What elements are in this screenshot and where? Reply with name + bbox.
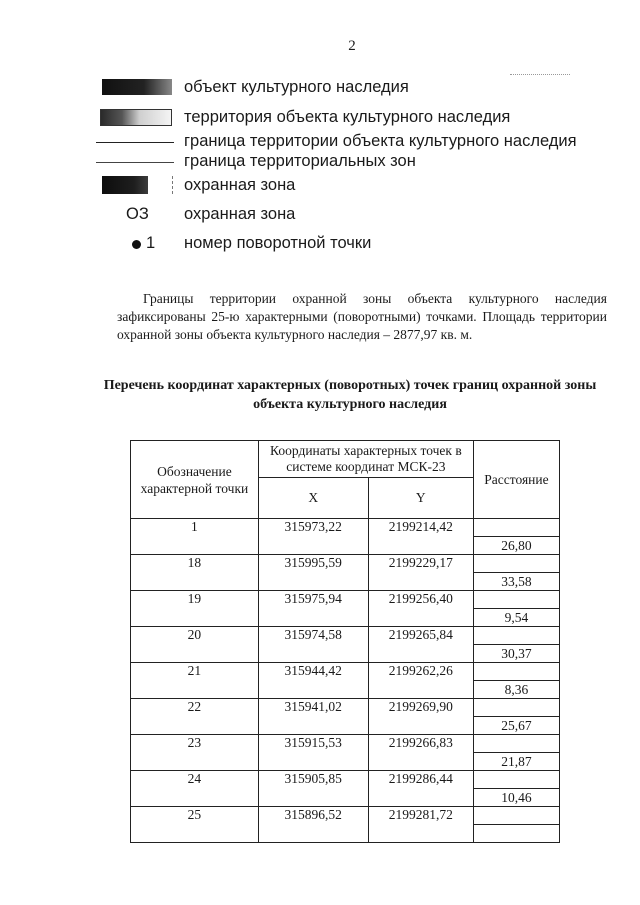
cell-point: 22 bbox=[131, 699, 259, 735]
cell-distance: 9,54 bbox=[473, 609, 559, 627]
header-x: X bbox=[258, 478, 368, 519]
legend-label: охранная зона bbox=[184, 176, 296, 194]
cell-distance: 21,87 bbox=[473, 753, 559, 771]
cell-y: 2199256,40 bbox=[368, 591, 473, 627]
table-heading: Перечень координат характерных (поворотных) точек границ охранной зоны объекта культурного наследия bbox=[103, 378, 597, 412]
cell-point: 1 bbox=[131, 519, 259, 555]
cell-y: 2199286,44 bbox=[368, 771, 473, 807]
legend-label: граница территории объекта культурного наследия bbox=[184, 132, 577, 150]
cell-distance-gap bbox=[473, 807, 559, 825]
cell-distance-gap bbox=[473, 735, 559, 753]
cell-distance: 10,46 bbox=[473, 789, 559, 807]
legend-label: граница территориальных зон bbox=[184, 152, 416, 170]
cell-y: 2199269,90 bbox=[368, 699, 473, 735]
cell-x: 315915,53 bbox=[258, 735, 368, 771]
header-point: Обозначение характерной точки bbox=[131, 441, 259, 519]
cell-y: 2199229,17 bbox=[368, 555, 473, 591]
cell-x: 315973,22 bbox=[258, 519, 368, 555]
header-coords: Координаты характерных точек в системе координат МСК-23 bbox=[258, 441, 473, 478]
header-y: Y bbox=[368, 478, 473, 519]
cell-point: 25 bbox=[131, 807, 259, 843]
table-row bbox=[131, 591, 560, 609]
table-row bbox=[131, 807, 560, 825]
cell-distance: 33,58 bbox=[473, 573, 559, 591]
cell-distance-gap bbox=[473, 663, 559, 681]
table-row bbox=[131, 555, 560, 573]
thin-line-icon bbox=[96, 150, 174, 172]
cell-point: 18 bbox=[131, 555, 259, 591]
legend-label: номер поворотной точки bbox=[184, 234, 372, 252]
page-number: 2 bbox=[348, 38, 356, 54]
cell-x: 315974,58 bbox=[258, 627, 368, 663]
cell-y: 2199281,72 bbox=[368, 807, 473, 843]
header-distance: Расстояние bbox=[473, 441, 559, 519]
legend-label: охранная зона bbox=[184, 205, 296, 223]
cell-y: 2199262,26 bbox=[368, 663, 473, 699]
oz-symbol bbox=[96, 203, 174, 225]
cell-distance-gap bbox=[473, 699, 559, 717]
cell-x: 315941,02 bbox=[258, 699, 368, 735]
cell-distance: 30,37 bbox=[473, 645, 559, 663]
cell-point: 19 bbox=[131, 591, 259, 627]
legend-label: объект культурного наследия bbox=[184, 78, 409, 96]
cell-y: 2199266,83 bbox=[368, 735, 473, 771]
cell-point: 24 bbox=[131, 771, 259, 807]
cell-x: 315944,42 bbox=[258, 663, 368, 699]
hatched-swatch-icon bbox=[96, 106, 174, 128]
cell-distance: 26,80 bbox=[473, 537, 559, 555]
cell-distance-gap bbox=[473, 555, 559, 573]
cell-distance-gap bbox=[473, 519, 559, 537]
cell-x: 315995,59 bbox=[258, 555, 368, 591]
cell-distance-gap bbox=[473, 591, 559, 609]
cell-point: 21 bbox=[131, 663, 259, 699]
table-row bbox=[131, 699, 560, 717]
cell-distance: 8,36 bbox=[473, 681, 559, 699]
point-icon bbox=[132, 240, 141, 249]
legend-label: территория объекта культурного наследия bbox=[184, 108, 511, 126]
cell-distance: 25,67 bbox=[473, 717, 559, 735]
cell-x: 315975,94 bbox=[258, 591, 368, 627]
description-paragraph: Границы территории охранной зоны объекта культурного наследия зафиксированы 25-ю характерными (поворотными) точками. Площадь территории охранной зоны объекта культурного наследия – 2877,97 кв. м. bbox=[117, 291, 607, 342]
cell-point: 20 bbox=[131, 627, 259, 663]
oz-code: ОЗ bbox=[126, 205, 149, 223]
scan-noise bbox=[510, 74, 570, 76]
thick-line-icon bbox=[96, 130, 174, 152]
cell-y: 2199265,84 bbox=[368, 627, 473, 663]
cell-y: 2199214,42 bbox=[368, 519, 473, 555]
solid-dark-swatch-icon bbox=[96, 76, 174, 98]
zone-swatch-icon bbox=[96, 174, 174, 196]
table-row bbox=[131, 771, 560, 789]
point-code: 1 bbox=[146, 234, 156, 252]
cell-point: 23 bbox=[131, 735, 259, 771]
cell-distance-gap bbox=[473, 627, 559, 645]
table-row bbox=[131, 627, 560, 645]
table-row bbox=[131, 663, 560, 681]
cell-x: 315896,52 bbox=[258, 807, 368, 843]
coordinates-table bbox=[130, 440, 560, 843]
table-row bbox=[131, 735, 560, 753]
point-symbol bbox=[96, 232, 174, 254]
cell-distance-gap bbox=[473, 771, 559, 789]
cell-distance bbox=[473, 825, 559, 843]
table-row bbox=[131, 519, 560, 537]
cell-x: 315905,85 bbox=[258, 771, 368, 807]
